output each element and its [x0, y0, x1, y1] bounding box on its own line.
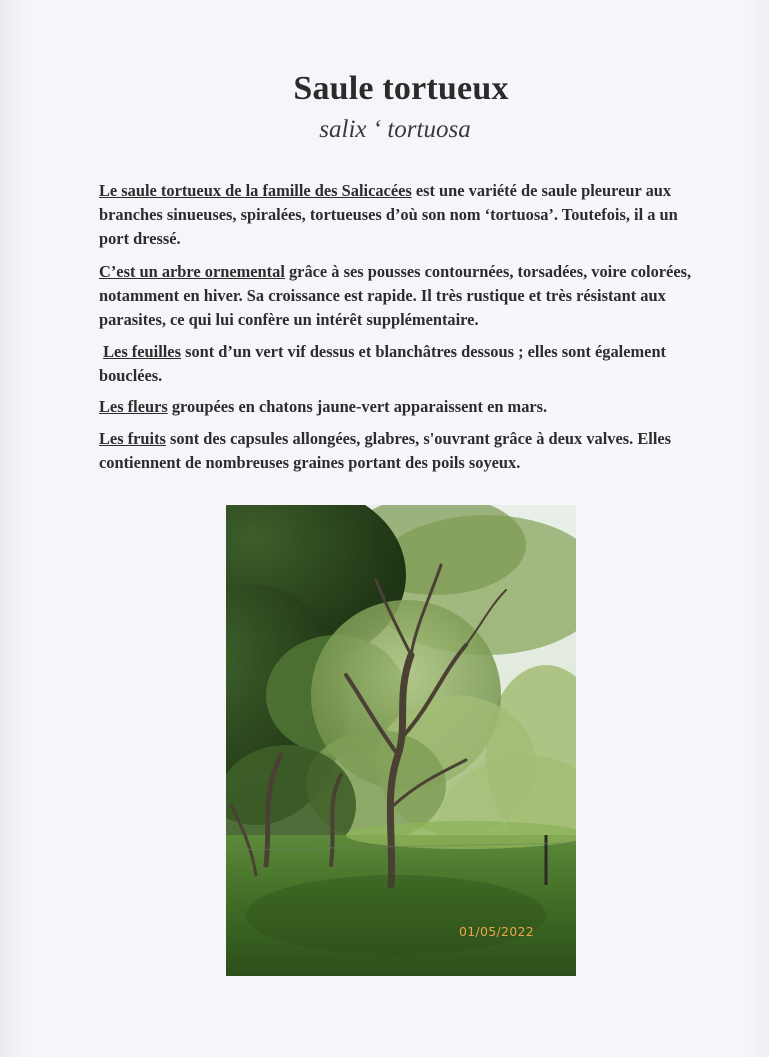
document-subtitle: salix ‘ tortuosa [319, 116, 471, 143]
paragraph-fruits [99, 427, 709, 475]
paragraph-lead: C’est un arbre ornemental [99, 262, 285, 281]
paragraph-lead: Le saule tortueux de la famille des Salicacées [99, 181, 412, 200]
paragraph-lead: Les fruits [99, 429, 166, 448]
photo-date-stamp: 01/05/2022 [459, 924, 535, 939]
document-title: Saule tortueux [293, 70, 509, 107]
paragraph-lead: Les fleurs [99, 397, 168, 416]
paragraph-lead: Les feuilles [103, 342, 181, 361]
paragraph-ornamental [99, 260, 709, 332]
tree-photo [226, 505, 576, 976]
paragraph-text: grâce à ses pousses contournées, torsadées, voire colorées, notamment en hiver. Sa croissance est rapide. Il très rustique et très résistant aux parasites, ce qui lui confère un intérêt supplémentaire. [99, 262, 692, 329]
paragraph-text: est une variété de saule pleureur aux branches sinueuses, spiralées, tortueuses d’où son nom ‘tortuosa’. Toutefois, il a un port dressé. [99, 181, 678, 248]
paragraph-text: sont des capsules allongées, glabres, s'ouvrant grâce à deux valves. Elles contiennent de nombreuses graines portant des poils soyeux. [99, 429, 672, 472]
paragraph-text: sont d’un vert vif dessus et blanchâtres dessous ; elles sont également bouclées. [99, 342, 667, 385]
paragraph-flowers [99, 395, 709, 419]
paragraph-leaves [99, 340, 709, 388]
paragraph-family [99, 179, 709, 251]
paragraph-text: groupées en chatons jaune-vert apparaissent en mars. [167, 397, 548, 416]
willow-tree-illustration [226, 505, 576, 976]
